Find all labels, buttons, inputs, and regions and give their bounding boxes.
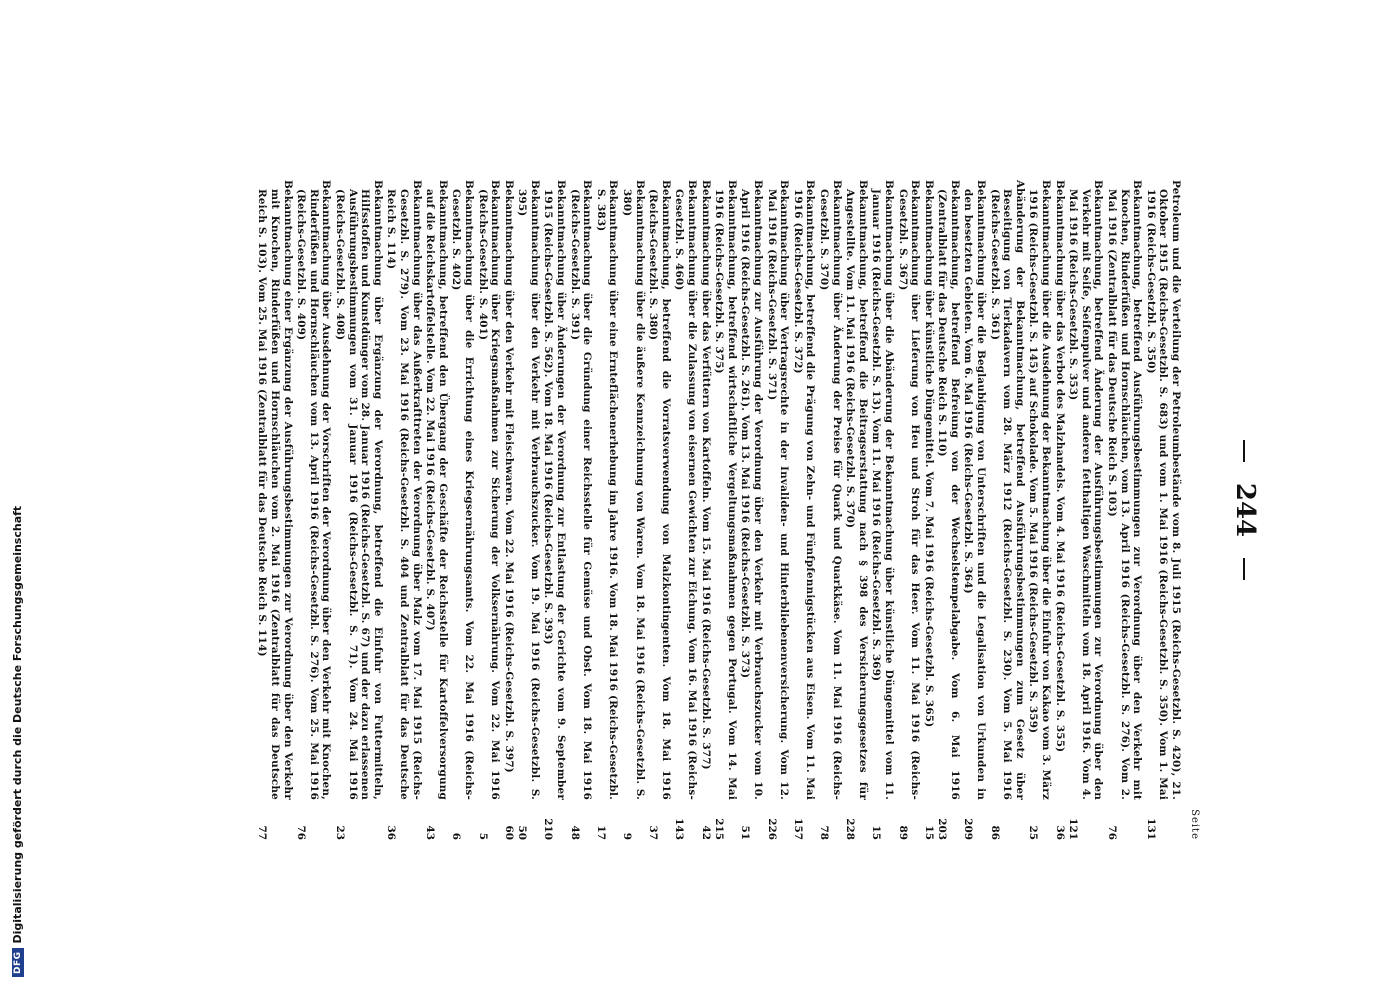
entry-page-number: 9 [621, 832, 634, 840]
entry-text: Bekanntmachung, betreffend Änderung der Ausführungsbestimmungen zur Verordnung über den Verkehr mit Seife, Seifenpulver und anderen fetthaltigen Waschmitteln vom 18. April 1916. Vom 4. Mai 1916 (Reichs-Gesetzbl. S. 353) [1067, 180, 1105, 800]
entry-text: Bekanntmachung über die Abänderung der Bekanntmachung über künstliche Düngemittel vom 11. Januar 1916 (Reichs-Gesetzbl. S. 13). Vom 11. Mai 1916 (Reichs-Gesetzbl. S. 369) [870, 180, 895, 800]
entry-page-number: 15 [870, 825, 883, 840]
entry-list [255, 180, 1182, 840]
entry-page-number: 228 [844, 818, 857, 840]
entry-page-number: 210 [542, 818, 555, 840]
entry-text: Bekanntmachung zur Ausführung der Verordnung über den Verkehr mit Verbrauchszucker vom 10. April 1916 (Reichs-Gesetzbl. S. 261). Vom 13. Mai 1916 (Reichs-Gesetzbl. S. 373) [739, 180, 764, 800]
list-item [516, 180, 541, 840]
list-item [385, 180, 423, 840]
entry-page-number: 76 [295, 825, 308, 840]
list-item [936, 180, 961, 840]
entry-text: Bekanntmachung, betreffend den Übergang der Geschäfte der Reichsstelle für Kartoffelversorgung auf die Reichskartoffelstelle. Vom 22. Mai 1916 (Reichs-Gesetzbl. S. 407) [424, 180, 449, 800]
entry-page-number: 36 [385, 825, 398, 840]
list-item [699, 180, 712, 840]
entry-page-number: 157 [791, 818, 804, 840]
entry-text: Bekanntmachung über die Gründung einer Reichsstelle für Gemüse und Obst. Vom 18. Mai 1916 (Reichs-Gesetzbl. S. 391) [568, 180, 594, 800]
list-item [1144, 180, 1182, 840]
entry-page-number: 6 [450, 832, 463, 840]
entry-text: Petroleum und die Verteilung der Petroleumbestände vom 8. Juli 1915 (Reichs-Gesetzbl. S. 420), 21. Oktober 1915 (Reichs-Gesetzbl. S. 683) und vom 1. Mai 1916 (Reichs-Gesetzbl. S. 350). Vom 1. Mai 1916 (Reichs-Gesetzbl. S. 350) [1144, 180, 1182, 800]
entry-text: Bekanntmachung, betreffend die Beitragserstattung nach § 398 des Versicherungsgesetzes für Angestellte. Vom 11. Mai 1916 (Reichs-Gesetzbl. S. 370) [844, 180, 869, 800]
entry-page-number: 76 [1106, 825, 1119, 840]
entry-page-number: 89 [896, 825, 909, 840]
dfg-logo-icon: DFG [12, 948, 24, 977]
list-item [896, 180, 921, 840]
list-item [765, 180, 790, 840]
list-item [568, 180, 593, 840]
entry-text: Bekanntmachung, betreffend Befreiung von der Wechselstempelabgabe. Vom 6. Mai 1916 (Zentralblatt für das Deutsche Reich S. 110) [936, 180, 961, 800]
entry-text: Bekanntmachung über Kriegsmaßnahmen zur Sicherung der Volksernährung. Vom 22. Mai 1916 (Reichs-Gesetzbl. S. 401) [476, 180, 502, 800]
list-item [620, 180, 645, 840]
entry-page-number: 17 [594, 825, 607, 840]
entry-text: Bekanntmachung über die Ausdehnung der Bekanntmachung über die Einfuhr von Kakao vom 3. März 1916 (Reichs-Gesetzbl. S. 145) auf Schokolade. Vom 5. Mai 1916 (Reichs-Gesetzbl. S. 359) [1027, 180, 1053, 800]
entry-text: Bekanntmachung über die Beglaubigung von Unterschriften und die Legalisation von Urkunden in den besetzten Gebieten. Vom 6. Mai 1916 (Reichs-Gesetzbl. S. 364) [962, 180, 988, 800]
list-item [295, 180, 333, 840]
list-item [424, 180, 449, 840]
entry-page-number: 121 [1067, 818, 1080, 840]
entry-page-number: 203 [936, 818, 949, 840]
list-item [1053, 180, 1066, 840]
entry-page-number: 86 [988, 825, 1001, 840]
list-item [502, 180, 515, 840]
entry-page-number: 36 [1053, 825, 1066, 840]
entry-page-number: 48 [568, 825, 581, 840]
list-item [594, 180, 619, 840]
entry-page-number: 226 [765, 818, 778, 840]
funding-note [10, 505, 26, 977]
entry-page-number: 23 [334, 825, 346, 840]
entry-text: Bekanntmachung über künstliche Düngemittel. Vom 7. Mai 1916 (Reichs-Gesetzbl. S. 365) [922, 180, 935, 728]
entry-page-number: 131 [1144, 818, 1157, 840]
entry-text: Bekanntmachung über das Verbot des Malzhandels. Vom 4. Mai 1916 (Reichs-Gesetzbl. S. 355) [1053, 180, 1066, 753]
entry-text: Bekanntmachung über den Verkehr mit Verbrauchszucker. Vom 19. Mai 1916 (Reichs-Gesetzbl. S. 395) [516, 180, 541, 800]
entry-page-number: 37 [647, 825, 660, 840]
list-item [1067, 180, 1105, 840]
list-item [844, 180, 869, 840]
entry-text: Bekanntmachung über die äußere Kennzeichnung von Waren. Vom 18. Mai 1916 (Reichs-Gesetzbl. S. 380) [621, 180, 646, 800]
entry-page-number: 78 [817, 825, 830, 840]
entry-page-number: 60 [502, 825, 515, 840]
entry-text: Bekanntmachung über eine Ernteflächenerhebung im Jahre 1916. Vom 18. Mai 1916 (Reichs-Gesetzbl. S. 383) [594, 180, 620, 800]
entry-text: Bekanntmachung, betreffend Ausführungsbestimmungen zur Verordnung über den Verkehr mit Knochen, Rinderfüßen und Hornschläuchen, vom 13. April 1916 (Reichs-Gesetzbl. S. 276). Vom 2. Mai 1916 (Zentralblatt für das Deutsche Reich S. 103) [1106, 180, 1144, 800]
list-item [817, 180, 842, 840]
list-item [713, 180, 738, 840]
entry-page-number: 25 [1027, 825, 1040, 840]
entry-text: Bekanntmachung über Änderung der Preise für Quark und Quarkkäse. Vom 11. Mai 1916 (Reichs-Gesetzbl. S. 370) [817, 180, 843, 800]
list-item [256, 180, 294, 840]
entry-text: Bekanntmachung, betreffend wirtschaftliche Vergeltungsmaßnahmen gegen Portugal. Vom 14. Mai 1916 (Reichs-Gesetzbl. S. 375) [713, 180, 738, 800]
entry-page-number: 77 [256, 825, 269, 840]
entry-text: Bekanntmachung über den Verkehr mit Fleischwaren. Vom 22. Mai 1916 (Reichs-Gesetzbl. S. 397) [502, 180, 515, 773]
list-item [791, 180, 816, 840]
list-item [333, 180, 383, 840]
entry-text: Bekanntmachung einer Ergänzung der Ausführungsbestimmungen zur Verordnung über den Verkehr mit Knochen, Rinderfüßen und Hornschläuchen vom 2. Mai 1916 (Zentralblatt für das Deutsche Reich S. 103). Vom 25. Mai 1916 (Zentralblatt für das Deutsche Reich S. 114) [256, 180, 294, 800]
page-number: 244 [1230, 470, 1260, 550]
entry-page-number: 5 [476, 832, 489, 840]
entry-text: Bekanntmachung, betreffend die Prägung von Zehn- und Fünfpfennigstücken aus Eisen. Vom 11. Mai 1916 (Reichs-Gesetzbl. S. 372) [791, 180, 817, 800]
list-item [870, 180, 895, 840]
entry-page-number: 42 [699, 825, 712, 840]
entry-text: Bekanntmachung über die Zulassung von eisernen Gewichten zur Eichung. Vom 16. Mai 1916 (Reichs-Gesetzbl. S. 460) [673, 180, 699, 800]
entry-page-number: 50 [516, 825, 529, 840]
list-item [673, 180, 698, 840]
list-item [647, 180, 672, 840]
entry-page-number: 15 [922, 825, 935, 840]
list-item [450, 180, 475, 840]
entry-text: Bekanntmachung über Ergänzung der Verordnung, betreffend die Einfuhr von Futtermitteln, Hilfsstoffen und Kunstdünger vom 28. Januar 1916 (Reichs-Gesetzbl. S. 67) und der dazu erlassenen Ausführungsbestimmungen vom 31. Januar 1916 (Reichs-Gesetzbl. S. 71). Vom 24. Mai 1916 (Reichs-Gesetzbl. S. 408) [334, 180, 384, 800]
list-item [1027, 180, 1052, 840]
list-item [962, 180, 987, 840]
list-item [922, 180, 935, 840]
entry-text: Bekanntmachung über Vertragsrechte in der Invaliden- und Hinterbliebenenversicherung. Vom 12. Mai 1916 (Reichs-Gesetzbl. S. 371) [765, 180, 791, 800]
entry-text: Bekanntmachung, betreffend die Vorratsverwendung von Malzkontingenten. Vom 18. Mai 1916 (Reichs-Gesetzbl. S. 380) [647, 180, 672, 800]
entry-text: Bekanntmachung über die Errichtung eines Kriegsernährungsamts. Vom 22. Mai 1916 (Reichs-Gesetzbl. S. 402) [450, 180, 475, 800]
entry-text: Bekanntmachung über Änderungen der Verordnung zur Entlastung der Gerichte vom 9. September 1915 (Reichs-Gesetzbl. S. 562). Vom 18. Mai 1916 (Reichs-Gesetzbl. S. 393) [542, 180, 568, 800]
list-item [476, 180, 501, 840]
entry-text: Bekanntmachung über Lieferung von Heu und Stroh für das Heer. Vom 11. Mai 1916 (Reichs-Gesetzbl. S. 367) [896, 180, 922, 800]
entry-page-number: 143 [673, 818, 686, 840]
entry-text: Bekanntmachung über das Verfüttern von Kartoffeln. Vom 15. Mai 1916 (Reichs-Gesetzbl. S. 377) [699, 180, 712, 770]
entry-page-number: 209 [962, 818, 975, 840]
page-column-header: Seite [1189, 809, 1200, 840]
list-item [739, 180, 764, 840]
entry-page-number: 215 [713, 818, 726, 840]
entry-text: Bekanntmachung über das Außerkrafttreten der Verordnung über Malz vom 17. Mai 1915 (Reichs-Gesetzbl. S. 279). Vom 23. Mai 1916 (Reichs-Gesetzbl. S. 404 und Zentralblatt für das Deutsche Reich S. 114) [385, 180, 423, 800]
entry-page-number: 51 [739, 825, 752, 840]
rotated-page [150, 180, 1260, 840]
list-item [988, 180, 1026, 840]
list-item [542, 180, 567, 840]
funding-note-text: Digitalisierung gefördert durch die Deutsche Forschungsgemeinschaft [11, 505, 24, 944]
list-item [1105, 180, 1143, 840]
entry-page-number: 43 [424, 825, 437, 840]
entry-text: Bekanntmachung über Ausdehnung der Vorschriften der Verordnung über den Verkehr mit Knochen, Rinderfüßen und Hornschläuchen vom 13. April 1916 (Reichs-Gesetzbl. S. 276). Vom 25. Mai 1916 (Reichs-Gesetzbl. S. 409) [295, 180, 333, 800]
entry-text: Abänderung der Bekanntmachung, betreffend Ausführungsbestimmungen zum Gesetz über Beseitigung von Tierkadavern vom 28. März 1912 (Reichs-Gesetzbl. S. 230). Vom 5. Mai 1916 (Reichs-Gesetzbl. S. 361) [988, 180, 1026, 800]
